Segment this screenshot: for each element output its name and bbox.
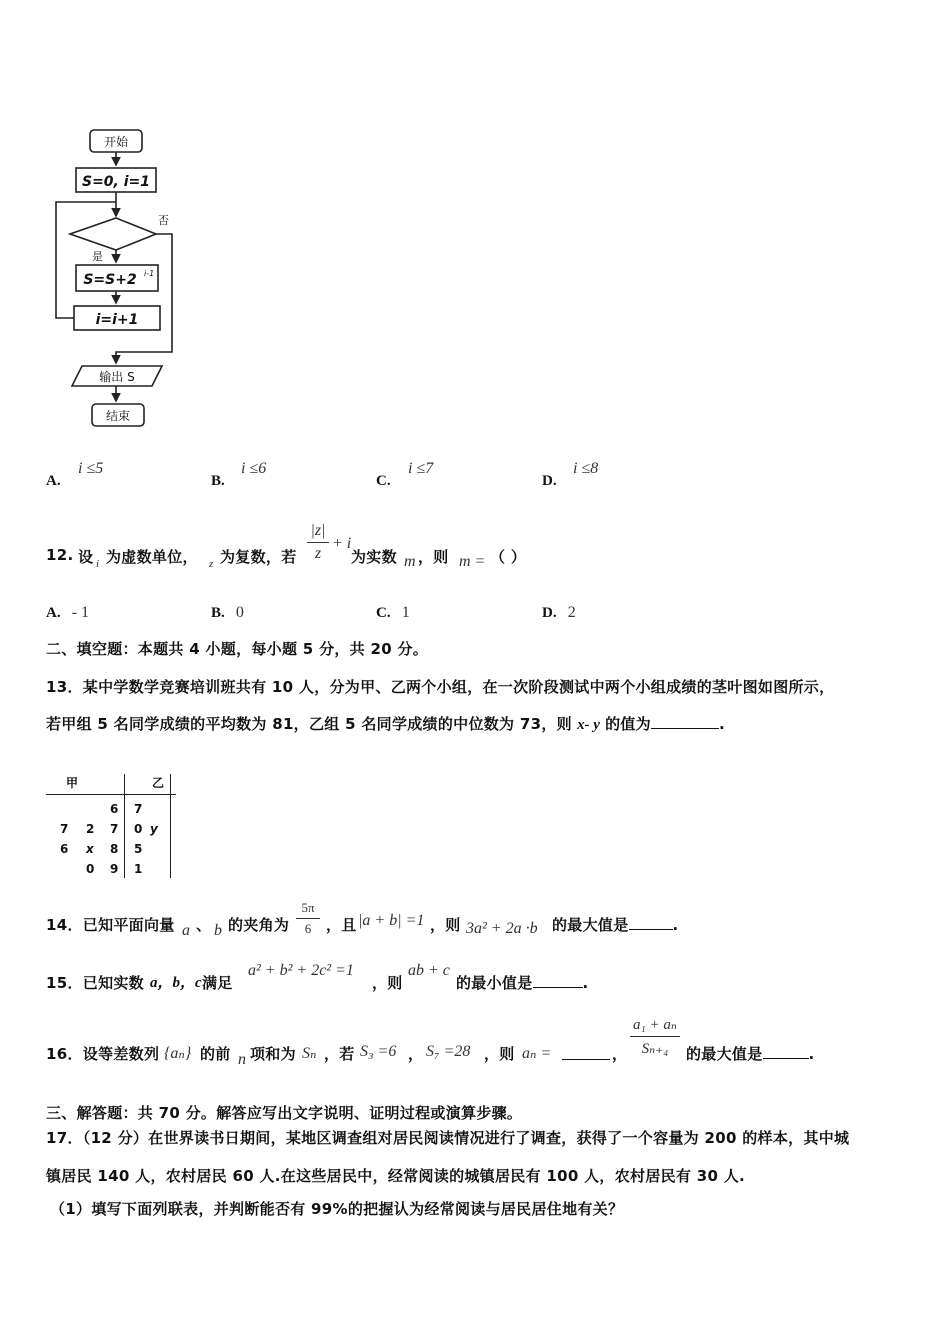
- stem-leaf-plot: [46, 770, 186, 882]
- fraction-denominator: Sₙ₊₄: [641, 1041, 669, 1057]
- q14-abs-condition: |a + b| =1: [358, 912, 425, 929]
- option-value: i ≤7: [408, 460, 434, 477]
- stem-leaf-top-rule: [46, 794, 176, 795]
- option-value: i ≤5: [78, 460, 104, 477]
- option-letter: B.: [211, 605, 225, 621]
- q16-an: aₙ =: [522, 1045, 552, 1062]
- q16-n: n: [238, 1051, 246, 1068]
- stem-leaf-head-right: 乙: [152, 776, 165, 790]
- q15-condition: a² + b² + 2c² =1: [248, 962, 354, 979]
- q13-expression: x- y: [577, 717, 600, 733]
- question-16: [46, 1015, 906, 1071]
- stem-leaf-row: [46, 802, 186, 820]
- leaf-right: 0: [134, 822, 143, 836]
- flow-update-i-text: i=i+1: [95, 312, 139, 328]
- fraction-numerator: |z|: [310, 522, 326, 539]
- q12-option-c: [376, 602, 410, 622]
- q16-comma: ，: [408, 1045, 424, 1063]
- q14-period: .: [672, 916, 679, 934]
- flowchart: [40, 120, 200, 440]
- option-value: 0: [235, 604, 244, 621]
- q13-period: .: [718, 715, 725, 733]
- q12-options: [46, 602, 806, 626]
- q16-text: 的前: [200, 1045, 231, 1063]
- q12-option-d: [542, 602, 576, 622]
- q13-line-2: [46, 713, 725, 734]
- q14-answer-blank[interactable]: [629, 929, 673, 930]
- q16-text: ，若: [324, 1045, 355, 1063]
- q15-period: .: [582, 974, 589, 992]
- q15-text: ，则: [372, 974, 403, 992]
- q14-text: 14．已知平面向量: [46, 916, 175, 934]
- q12-m: m: [404, 553, 416, 570]
- q14-fraction: [296, 900, 320, 937]
- q16-answer-line: [686, 1043, 815, 1064]
- flow-decision-diamond: [70, 218, 156, 250]
- option-value: 1: [401, 604, 410, 621]
- stem: 8: [110, 842, 119, 856]
- q12-m-equals: m =: [459, 553, 486, 570]
- question-14: [46, 900, 906, 948]
- fraction-numerator: a₁ + aₙ: [633, 1017, 677, 1033]
- q14-text: 的夹角为: [228, 916, 290, 934]
- q17-line-2: 镇居民 140 人，农村居民 60 人.在这些居民中，经常阅读的城镇居民有 100 人，农村居民有 30 人.: [46, 1167, 746, 1185]
- option-value: i ≤8: [573, 460, 599, 477]
- q12-text: ，则: [418, 548, 449, 566]
- flow-end-text: 结束: [105, 409, 131, 423]
- leaf-left: x: [86, 842, 94, 856]
- fraction-numerator: 5π: [301, 900, 315, 915]
- q13-text: 若甲组 5 名同学成绩的平均数为 81，乙组 5 名同学成绩的中位数为 73，则: [46, 715, 572, 733]
- q12-option-a: [46, 602, 89, 622]
- option-letter: D.: [542, 605, 557, 621]
- q14-text: 的最大值是: [552, 916, 629, 934]
- option-letter: A.: [46, 605, 61, 621]
- q13-line-1: 13．某中学数学竞赛培训班共有 10 人，分为甲、乙两个小组，在一次阶段测试中两个小组成绩的茎叶图如图所示，: [46, 678, 835, 696]
- q16-s3: S₃ =6: [360, 1043, 397, 1060]
- q15-answer-line: [456, 972, 589, 993]
- q15-text: 的最小值是: [456, 974, 533, 992]
- leaf-left: 0: [86, 862, 95, 876]
- q16-answer-blank-2[interactable]: [763, 1058, 809, 1059]
- q16-text: 16．设等差数列: [46, 1045, 160, 1063]
- q14-text: ，且: [326, 916, 357, 934]
- q13-answer-blank[interactable]: [651, 728, 719, 729]
- option-value: - 1: [71, 604, 90, 621]
- q12-number: 12.: [46, 546, 74, 564]
- q16-text: 项和为: [250, 1045, 296, 1063]
- stem: 7: [110, 822, 119, 836]
- q12-text: 为实数: [351, 548, 397, 566]
- flow-no-label: 否: [158, 214, 169, 227]
- stem-leaf-row: [46, 862, 186, 880]
- stem: 6: [110, 802, 119, 816]
- option-letter: B.: [211, 473, 225, 489]
- q15-text: 15．已知实数: [46, 974, 144, 992]
- q15-variables: a，b，c: [150, 975, 202, 991]
- q16-answer-blank-1[interactable]: [562, 1045, 610, 1060]
- q12-answer-paren: （ ）: [490, 548, 527, 566]
- option-letter: D.: [542, 473, 557, 489]
- fraction-denominator: 6: [304, 921, 312, 936]
- q16-s7: S₇ =28: [426, 1043, 471, 1060]
- section-2-heading: 二、填空题：本题共 4 小题，每小题 5 分，共 20 分。: [46, 640, 429, 658]
- q12-z: z: [209, 558, 214, 570]
- q16-fraction: [630, 1015, 680, 1058]
- question-12: [46, 520, 906, 576]
- q14-expression: 3a² + 2a ·b: [466, 920, 538, 937]
- q12-fraction: [307, 522, 329, 563]
- q15-text: 满足: [202, 974, 233, 992]
- q16-text: ，: [612, 1045, 628, 1063]
- flow-yes-label: 是: [92, 250, 103, 263]
- q16-text: ，则: [484, 1045, 515, 1063]
- q17-line-1: 17．（12 分）在世界读书日期间，某地区调查组对居民阅读情况进行了调查，获得了一个容量为 200 的样本，其中城: [46, 1129, 850, 1147]
- q14-separator: 、: [196, 916, 212, 934]
- section-3-heading: 三、解答题：共 70 分。解答应写出文字说明、证明过程或演算步骤。: [46, 1104, 523, 1122]
- leaf-right: 5: [134, 842, 143, 856]
- q13-text: 的值为: [605, 715, 651, 733]
- leaf-left: 7: [60, 822, 69, 836]
- option-value: i ≤6: [241, 460, 267, 477]
- q14-answer-line: [552, 914, 679, 935]
- stem: 9: [110, 862, 119, 876]
- stem-leaf-row: [46, 842, 186, 860]
- q12-text: 为复数，若: [220, 548, 297, 566]
- question-15: [46, 958, 906, 998]
- flow-start-text: 开始: [103, 135, 129, 149]
- flow-update-s-exp: i-1: [144, 269, 155, 278]
- leaf-right: 1: [134, 862, 143, 876]
- option-value: 2: [567, 604, 576, 621]
- fraction-denominator: z: [314, 545, 322, 562]
- stem-leaf-row: [46, 822, 186, 840]
- option-letter: C.: [376, 473, 391, 489]
- q12-plus-i: + i: [332, 535, 352, 552]
- q12-text: 设: [78, 548, 94, 566]
- q16-sequence: {aₙ}: [164, 1045, 192, 1062]
- flow-init-text: S=0, i=1: [81, 174, 151, 190]
- q15-answer-blank[interactable]: [533, 987, 583, 988]
- leaf-right: 7: [134, 802, 143, 816]
- q16-text: 的最大值是: [686, 1045, 763, 1063]
- leaf-left: 6: [60, 842, 69, 856]
- q12-text: 为虚数单位，: [106, 548, 198, 566]
- option-letter: C.: [376, 605, 391, 621]
- option-letter: A.: [46, 473, 61, 489]
- q14-vector-b: b: [214, 922, 222, 939]
- q16-sn: Sₙ: [302, 1045, 317, 1062]
- q11-options: [46, 460, 806, 494]
- q17-line-3: （1）填写下面列联表，并判断能否有 99%的把握认为经常阅读与居民居住地有关？: [50, 1200, 624, 1218]
- q14-vector-a: a: [182, 922, 190, 939]
- q14-text: ，则: [430, 916, 461, 934]
- leaf-right: y: [150, 822, 158, 836]
- q15-expression: ab + c: [408, 962, 450, 979]
- flow-update-s-text: S=S+2: [83, 272, 137, 288]
- q12-option-b: [211, 602, 244, 622]
- leaf-left: 2: [86, 822, 95, 836]
- q12-i: i: [96, 558, 100, 570]
- stem-leaf-head-left: 甲: [66, 776, 79, 790]
- flow-output-text: 输出 S: [99, 370, 135, 384]
- q16-period: .: [808, 1045, 815, 1063]
